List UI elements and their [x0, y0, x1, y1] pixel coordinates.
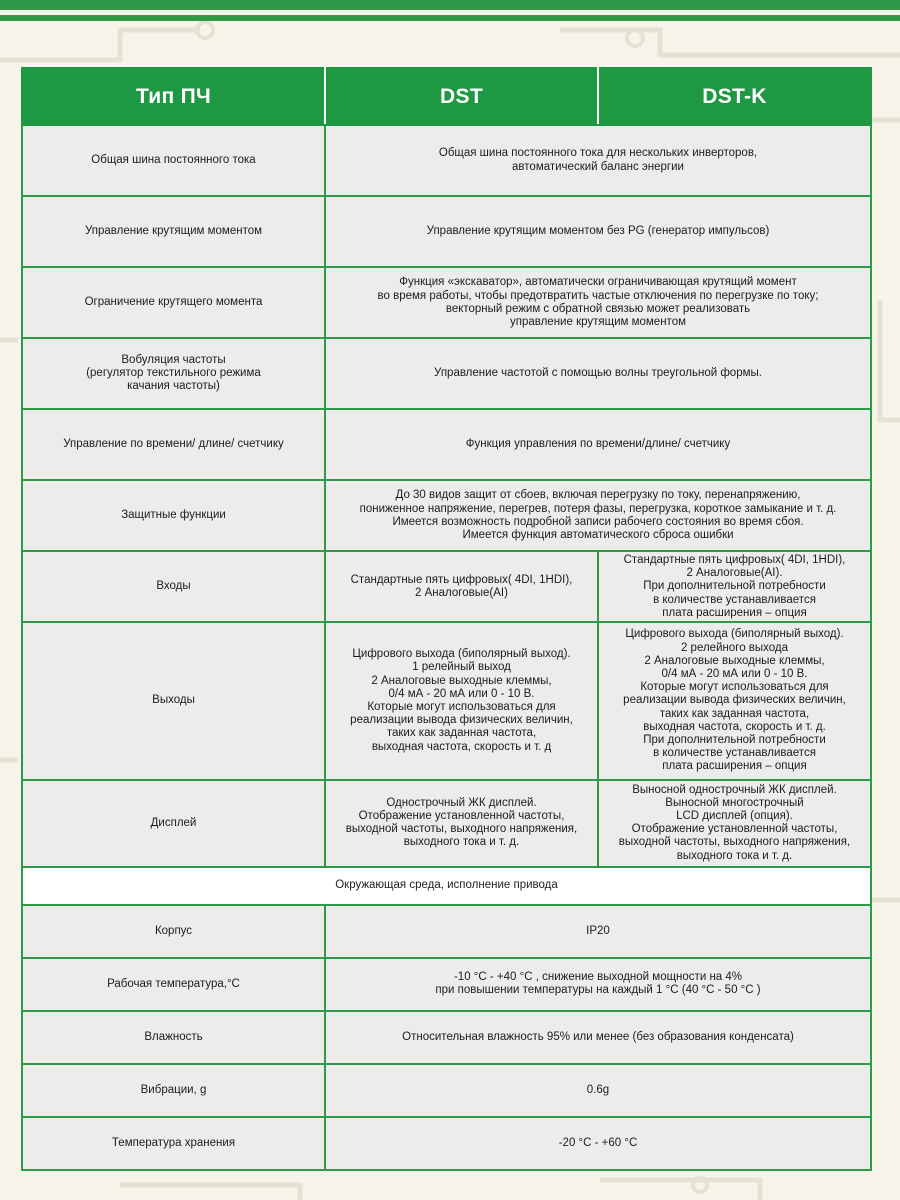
table-row [22, 622, 871, 779]
row-value-protection: До 30 видов защит от сбоев, включая перегрузку по току, перенапряжению, пониженное напряжение, перегрев, потеря фазы, перегрузка, короткое замыкание и т. д. Имеется возможность подробной записи рабочего состояния во время сбоя. Имеется функция автоматического сброса ошибки [325, 480, 871, 551]
top-stripe-thick [0, 0, 900, 10]
row-value-display-dstk: Выносной однострочный ЖК дисплей. Выносной многострочный LCD дисплей (опция). Отображение установленной частоты, выходной частоты, выходного напряжения, выходного тока и т. д. [598, 780, 871, 867]
header-row [22, 68, 871, 125]
header-dst: DST [325, 68, 598, 125]
table-row [22, 125, 871, 196]
row-label-torque-limit: Ограничение крутящего момента [22, 267, 325, 338]
row-value-inputs-dstk: Стандартные пять цифровых( 4DI, 1HDI), 2 Аналоговые(AI). При дополнительной потребности в количестве устанавливается плата расширения – опция [598, 551, 871, 622]
row-value-humidity: Относительная влажность 95% или менее (без образования конденсата) [325, 1011, 871, 1064]
row-value-wobble: Управление частотой с помощью волны треугольной формы. [325, 338, 871, 409]
row-label-vibration: Вибрации, g [22, 1064, 325, 1117]
table-row [22, 1117, 871, 1170]
section-row [22, 867, 871, 905]
row-value-bus: Общая шина постоянного тока для нескольких инверторов, автоматический баланс энергии [325, 125, 871, 196]
row-value-storage: -20 °С - +60 °С [325, 1117, 871, 1170]
section-title-environment: Окружающая среда, исполнение привода [22, 867, 871, 905]
row-label-storage: Температура хранения [22, 1117, 325, 1170]
table-row [22, 196, 871, 267]
row-value-torque-control: Управление крутящим моментом без PG (генератор импульсов) [325, 196, 871, 267]
row-value-temperature: -10 °С - +40 °С , снижение выходной мощности на 4% при повышении температуры на каждый 1 °С (40 °С - 50 °С ) [325, 958, 871, 1011]
table-row [22, 551, 871, 622]
row-label-torque-control: Управление крутящим моментом [22, 196, 325, 267]
table-row [22, 958, 871, 1011]
spec-table [21, 67, 872, 1171]
row-label-inputs: Входы [22, 551, 325, 622]
table-row [22, 267, 871, 338]
row-value-vibration: 0.6g [325, 1064, 871, 1117]
row-value-outputs-dst: Цифрового выхода (биполярный выход). 1 релейный выход 2 Аналоговые выходные клеммы, 0/4 мА - 20 мА или 0 - 10 В. Которые могут использоваться для реализации вывода физических величин, таких как заданная частота, выходная частота, скорость и т. д [325, 622, 598, 779]
table-row [22, 1011, 871, 1064]
table-row [22, 780, 871, 867]
row-value-outputs-dstk: Цифрового выхода (биполярный выход). 2 релейного выхода 2 Аналоговые выходные клеммы, 0/4 мА - 20 мА или 0 - 10 В. Которые могут использоваться для реализации вывода физических величин, таких как заданная частота, выходная частота, скорость и т. д. При дополнительной потребности в количестве устанавливается плата расширения – опция [598, 622, 871, 779]
table-row [22, 338, 871, 409]
header-type: Тип ПЧ [22, 68, 325, 125]
row-label-time-control: Управление по времени/ длине/ счетчику [22, 409, 325, 480]
row-label-protection: Защитные функции [22, 480, 325, 551]
top-stripe-thin [0, 15, 900, 21]
row-value-display-dst: Однострочный ЖК дисплей. Отображение установленной частоты, выходной частоты, выходного напряжения, выходного тока и т. д. [325, 780, 598, 867]
row-label-wobble: Вобуляция частоты (регулятор текстильного режима качания частоты) [22, 338, 325, 409]
header-dstk: DST-K [598, 68, 871, 125]
row-label-outputs: Выходы [22, 622, 325, 779]
row-label-humidity: Влажность [22, 1011, 325, 1064]
row-label-housing: Корпус [22, 905, 325, 958]
row-value-time-control: Функция управления по времени/длине/ счетчику [325, 409, 871, 480]
row-label-bus: Общая шина постоянного тока [22, 125, 325, 196]
table-row [22, 1064, 871, 1117]
table-row [22, 409, 871, 480]
table-row [22, 480, 871, 551]
row-label-temperature: Рабочая температура,°С [22, 958, 325, 1011]
row-label-display: Дисплей [22, 780, 325, 867]
row-value-housing: IP20 [325, 905, 871, 958]
row-value-inputs-dst: Стандартные пять цифровых( 4DI, 1HDI), 2 Аналоговые(AI) [325, 551, 598, 622]
row-value-torque-limit: Функция «экскаватор», автоматически ограничивающая крутящий момент во время работы, чтобы предотвратить частые отключения по перегрузке по току; векторный режим с обратной связью может реализовать управление крутящим моментом [325, 267, 871, 338]
table-row [22, 905, 871, 958]
